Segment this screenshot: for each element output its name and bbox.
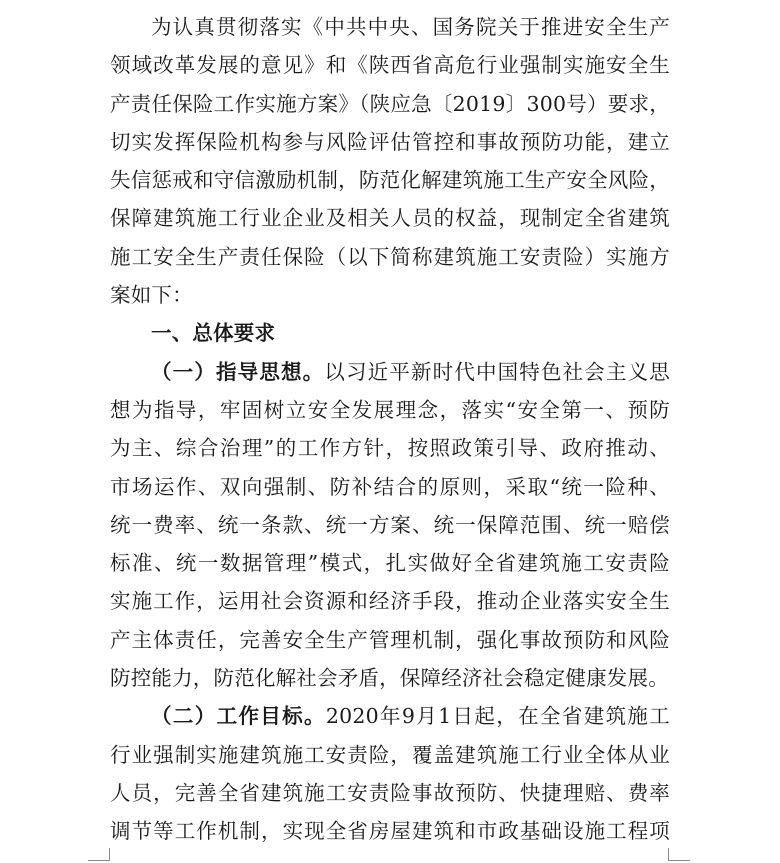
work-goal-paragraph	[110, 697, 670, 850]
intro-paragraph	[110, 8, 670, 314]
paragraph-text: 以习近平新时代中国特色社会主义思	[324, 359, 670, 384]
paragraph-line: 产主体责任，完善安全生产管理机制，强化事故预防和风险	[110, 627, 670, 652]
paragraph-line: 实施工作，运用社会资源和经济手段，推动企业落实安全生	[110, 589, 670, 614]
guiding-thought-paragraph	[110, 353, 670, 698]
crop-mark-right-vertical	[668, 848, 669, 860]
intro-line: 为认真贯彻落实《中共中央、国务院关于推进安全生产	[151, 15, 670, 39]
intro-line: 产责任保险工作实施方案》（陕应急〔2019〕300号）要求，	[110, 91, 670, 116]
paragraph-line: 行业强制实施建筑施工安责险，覆盖建筑施工行业全体从业	[110, 742, 670, 767]
intro-line: 切实发挥保险机构参与风险评估管控和事故预防功能，建立	[110, 129, 670, 154]
section-heading: 一、总体要求	[151, 321, 276, 346]
paragraph-line: 统一费率、统一条款、统一方案、统一保障范围、统一赔偿	[110, 512, 670, 537]
intro-line: 施工安全生产责任保险（以下简称建筑施工安责险）实施方	[110, 244, 670, 269]
paragraph-line: 标准、统一数据管理”模式，扎实做好全省建筑施工安责险	[110, 551, 670, 576]
crop-mark-right	[668, 860, 690, 861]
paragraph-line: 市场运作、双向强制、防补结合的原则，采取“统一险种、	[110, 474, 670, 499]
paragraph-text: 2020年9月1日起，在全省建筑施工	[325, 704, 670, 729]
intro-line: 领域改革发展的意见》和《陕西省高危行业强制实施安全生	[110, 53, 670, 78]
intro-line: 失信惩戒和守信激励机制，防范化解建筑施工生产安全风险，	[110, 168, 670, 193]
document-page	[110, 8, 670, 851]
intro-line: 案如下：	[110, 283, 193, 308]
paragraph-lead: （二）工作目标。	[151, 704, 326, 729]
intro-line: 保障建筑施工行业企业及相关人员的权益，现制定全省建筑	[110, 206, 670, 231]
paragraph-first-line	[110, 353, 670, 391]
crop-mark-left	[88, 860, 110, 861]
paragraph-line: 想为指导，牢固树立安全发展理念，落实“安全第一、预防	[110, 397, 670, 422]
paragraph-line: 为主、综合治理”的工作方针，按照政策引导、政府推动、	[110, 436, 670, 461]
paragraph-lead: （一）指导思想。	[151, 359, 325, 384]
paragraph-line: 人员，完善全省建筑施工安责险事故预防、快捷理赔、费率	[110, 780, 670, 805]
paragraph-line: 调节等工作机制，实现全省房屋建筑和市政基础设施工程项	[110, 819, 670, 844]
paragraph-first-line	[110, 697, 670, 735]
crop-mark-left-vertical	[109, 848, 110, 860]
paragraph-line: 防控能力，防范化解社会矛盾，保障经济社会稳定健康发展。	[110, 666, 669, 691]
